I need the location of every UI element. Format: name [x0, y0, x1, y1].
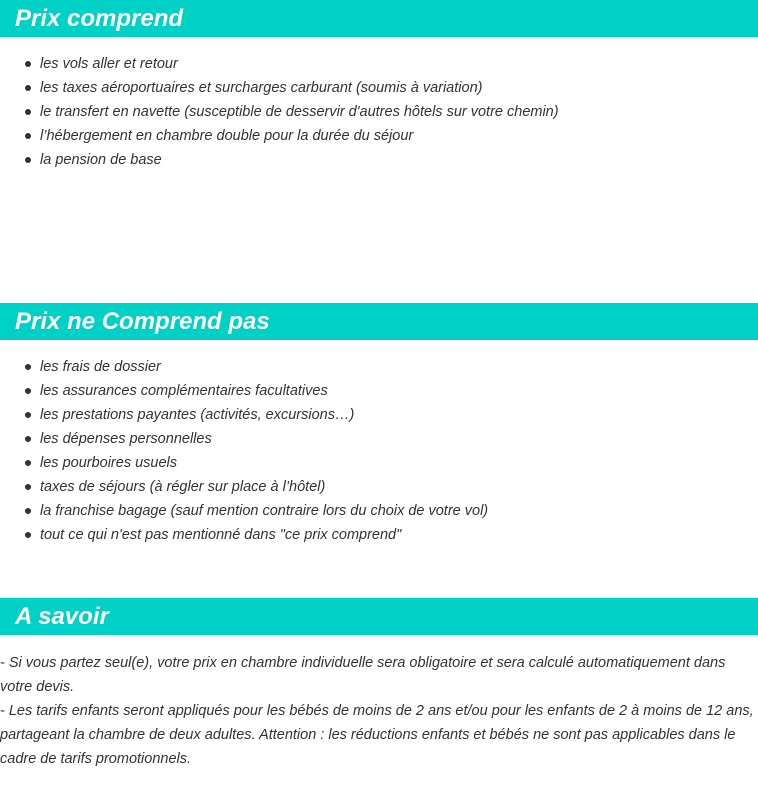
bullet-icon — [25, 85, 31, 91]
bullet-icon — [25, 508, 31, 514]
list-item: les taxes aéroportuaires et surcharges carburant (soumis à variation) — [0, 76, 559, 100]
note-paragraph: - Si vous partez seul(e), votre prix en chambre individuelle sera obligatoire et sera calculé automatiquement dans votre devis. — [0, 655, 726, 695]
bullet-icon — [25, 388, 31, 394]
section-header-prix-ne-comprend-pas — [0, 303, 758, 340]
list-item: les frais de dossier — [0, 355, 488, 379]
bullet-icon — [25, 364, 31, 370]
list-item: l’hébergement en chambre double pour la durée du séjour — [0, 124, 559, 148]
bullet-icon — [25, 532, 31, 538]
a-savoir-notes — [0, 651, 756, 771]
list-item: les dépenses personnelles — [0, 427, 488, 451]
bullet-icon — [25, 157, 31, 163]
bullet-icon — [25, 133, 31, 139]
list-item: le transfert en navette (susceptible de desservir d'autres hôtels sur votre chemin) — [0, 100, 559, 124]
bullet-icon — [25, 460, 31, 466]
list-item: les pourboires usuels — [0, 451, 488, 475]
list-item: les vols aller et retour — [0, 52, 559, 76]
included-list — [0, 52, 559, 172]
section-header-a-savoir — [0, 598, 758, 635]
bullet-icon — [25, 436, 31, 442]
list-item: taxes de séjours (à régler sur place à l’hôtel) — [0, 475, 488, 499]
section-title: Prix ne Comprend pas — [15, 308, 270, 335]
section-title: A savoir — [15, 603, 109, 630]
section-header-prix-comprend — [0, 0, 758, 37]
section-title: Prix comprend — [15, 5, 184, 32]
bullet-icon — [25, 61, 31, 67]
excluded-list — [0, 355, 488, 547]
list-item: tout ce qui n'est pas mentionné dans "ce prix comprend" — [0, 523, 488, 547]
list-item: la pension de base — [0, 148, 559, 172]
bullet-icon — [25, 109, 31, 115]
bullet-icon — [25, 484, 31, 490]
list-item: les prestations payantes (activités, excursions…) — [0, 403, 488, 427]
list-item: la franchise bagage (sauf mention contraire lors du choix de votre vol) — [0, 499, 488, 523]
bullet-icon — [25, 412, 31, 418]
note-paragraph: - Les tarifs enfants seront appliqués pour les bébés de moins de 2 ans et/ou pour les enfants de 2 à moins de 12 ans, partageant la chambre de deux adultes. Attention : les réductions enfants et bébés ne sont pas applicables dans le cadre de tarifs promotionnels. — [0, 703, 754, 767]
list-item: les assurances complémentaires facultatives — [0, 379, 488, 403]
